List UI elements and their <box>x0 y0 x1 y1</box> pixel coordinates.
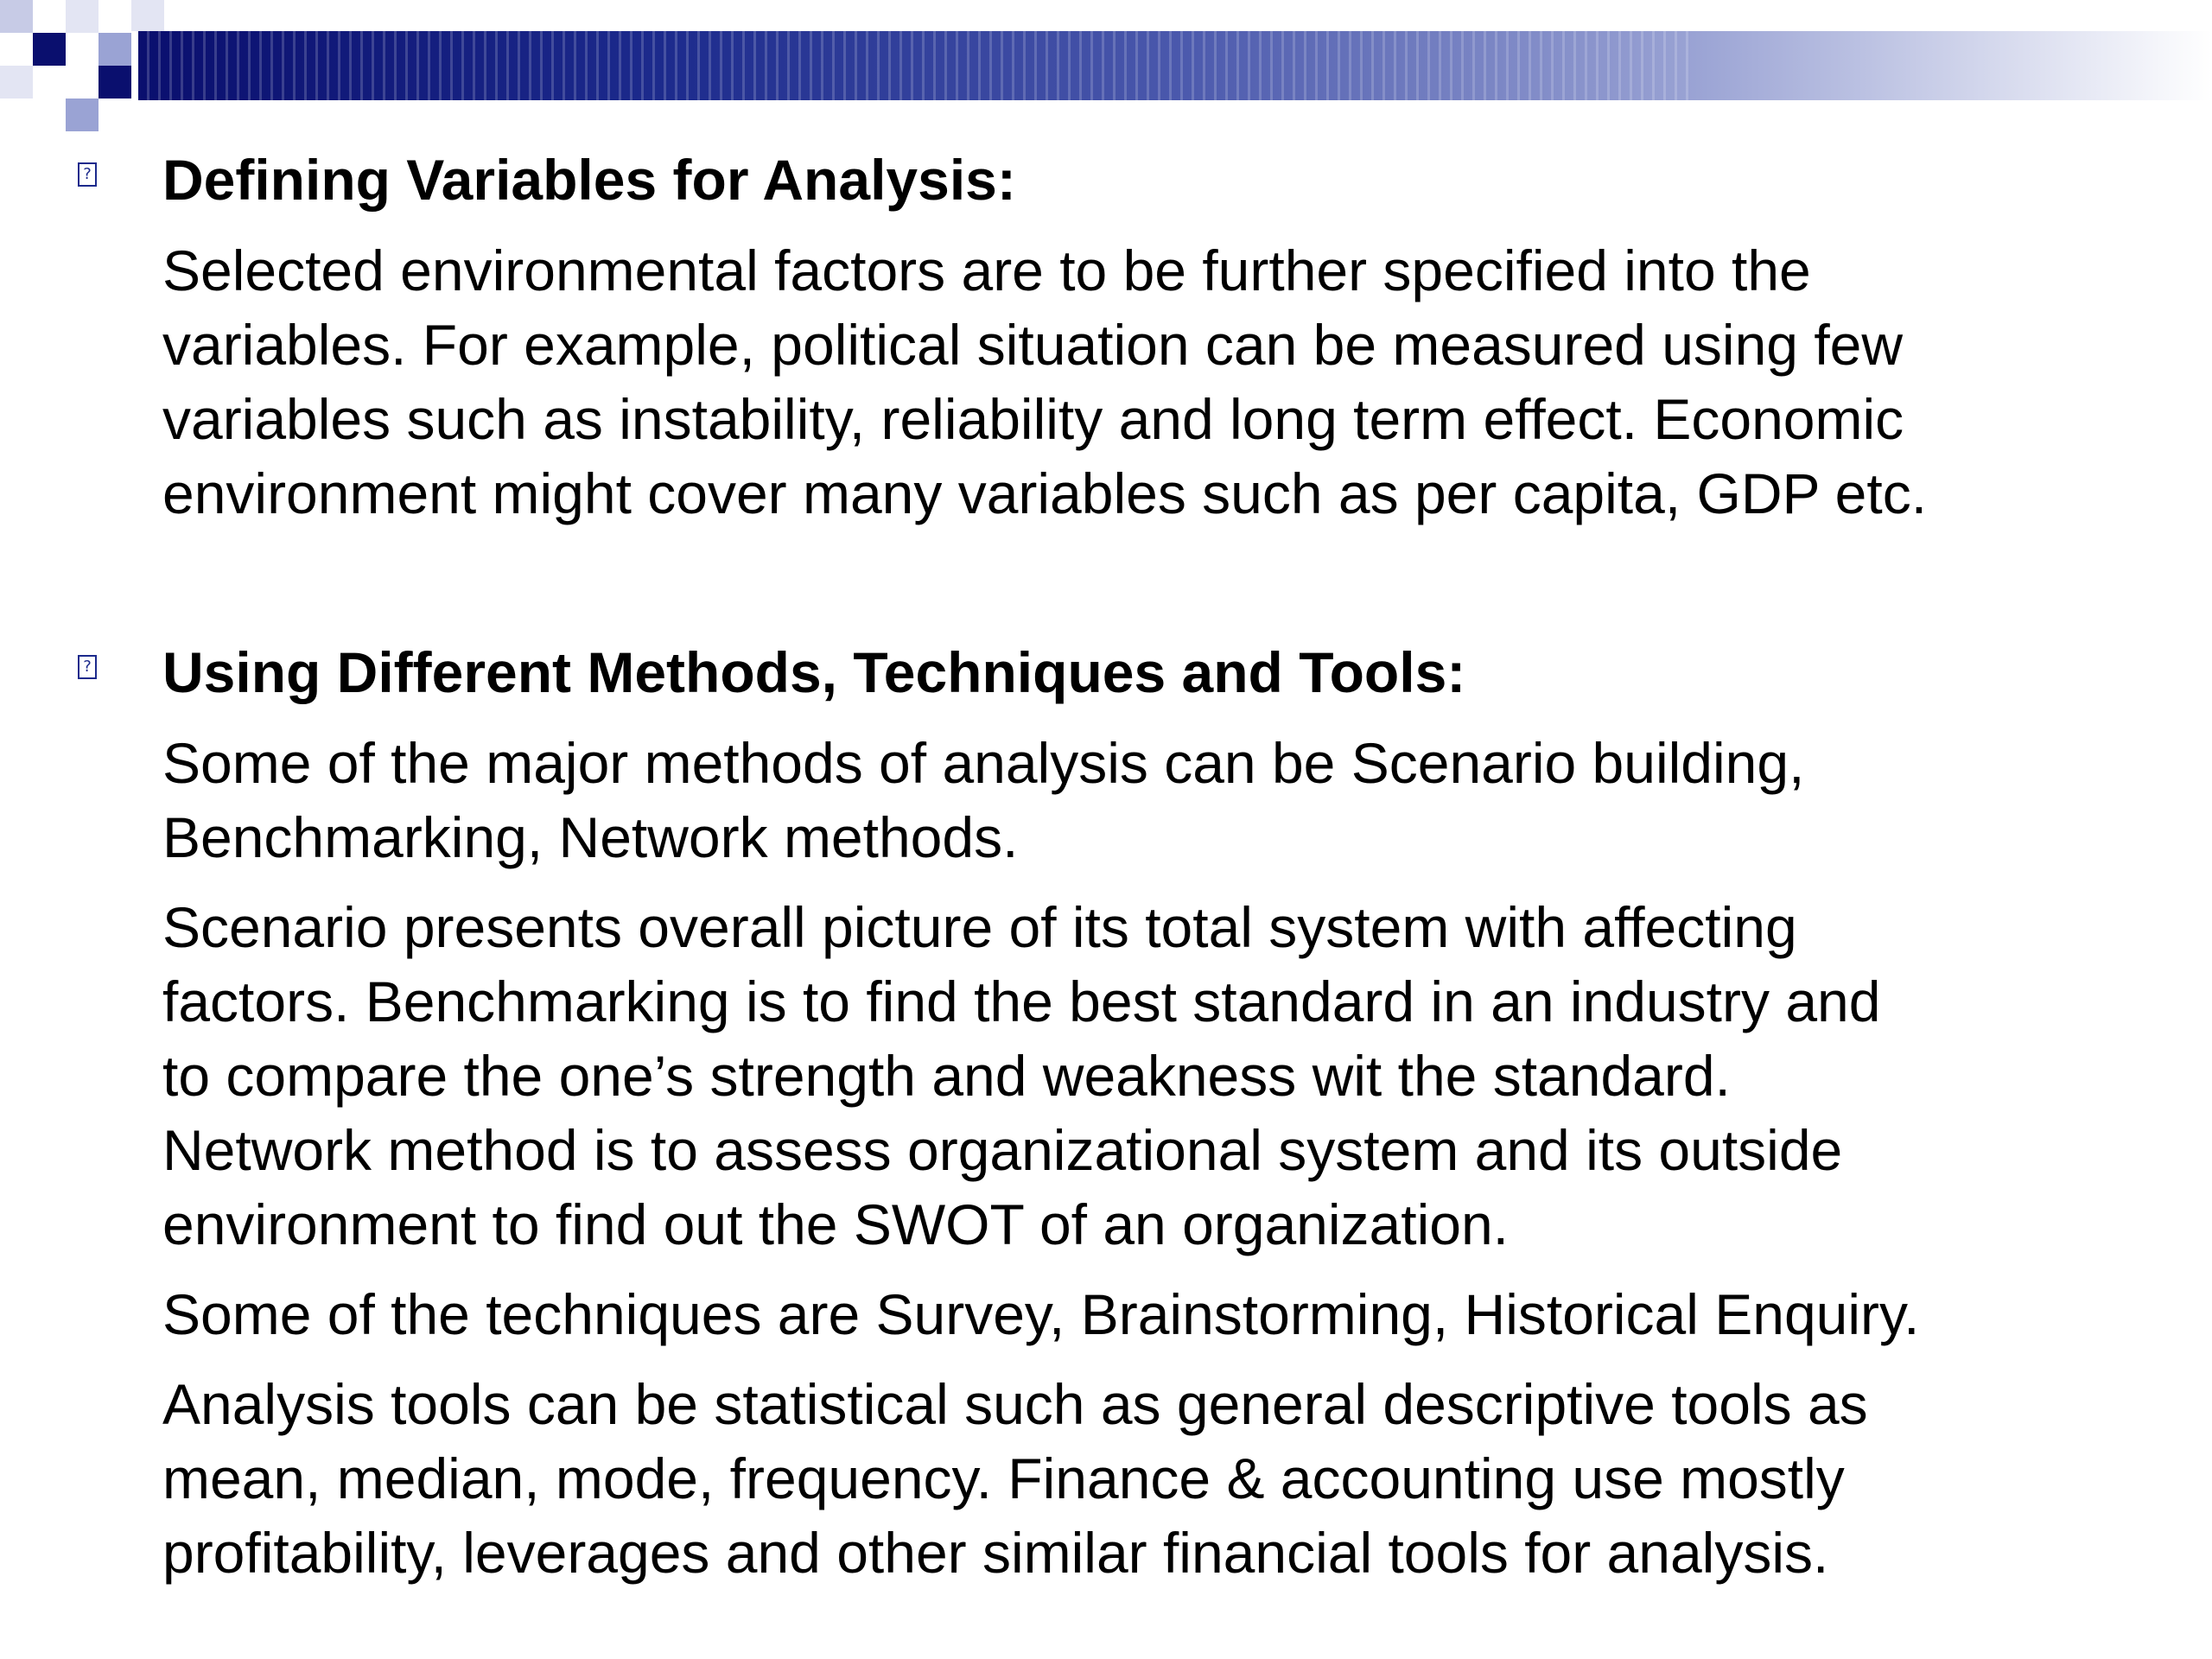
section-paragraph: Analysis tools can be statistical such as general descriptive tools as mean, median, mode, frequency. Finance & accounting use mostly profitability, leverages and other similar financial tools for analysis. <box>162 1372 1868 1585</box>
section-paragraph: Selected environmental factors are to be further specified into the variables. For example, political situation can be measured using few variables such as instability, reliability and long term effect. Economic environment might cover many variables such as per capita, GDP etc. <box>162 238 1928 525</box>
section-paragraph: Some of the major methods of analysis can be Scenario building, Benchmarking, Network methods. <box>162 731 1805 869</box>
section-heading: Using Different Methods, Techniques and Tools: <box>162 640 1466 704</box>
section-heading: Defining Variables for Analysis: <box>162 148 1016 212</box>
section-paragraph: Scenario presents overall picture of its total system with affecting factors. Benchmarking is to find the best standard in an industry and to compare the one’s strength and weakness wit the standard. Network method is to assess organizational system and its outside environment to find out the SWOT of an organization. <box>162 895 1881 1256</box>
square-bullet-icon: ? <box>78 655 97 679</box>
square-bullet-icon: ? <box>78 162 97 187</box>
section-paragraph: Some of the techniques are Survey, Brainstorming, Historical Enquiry. <box>162 1282 1920 1346</box>
